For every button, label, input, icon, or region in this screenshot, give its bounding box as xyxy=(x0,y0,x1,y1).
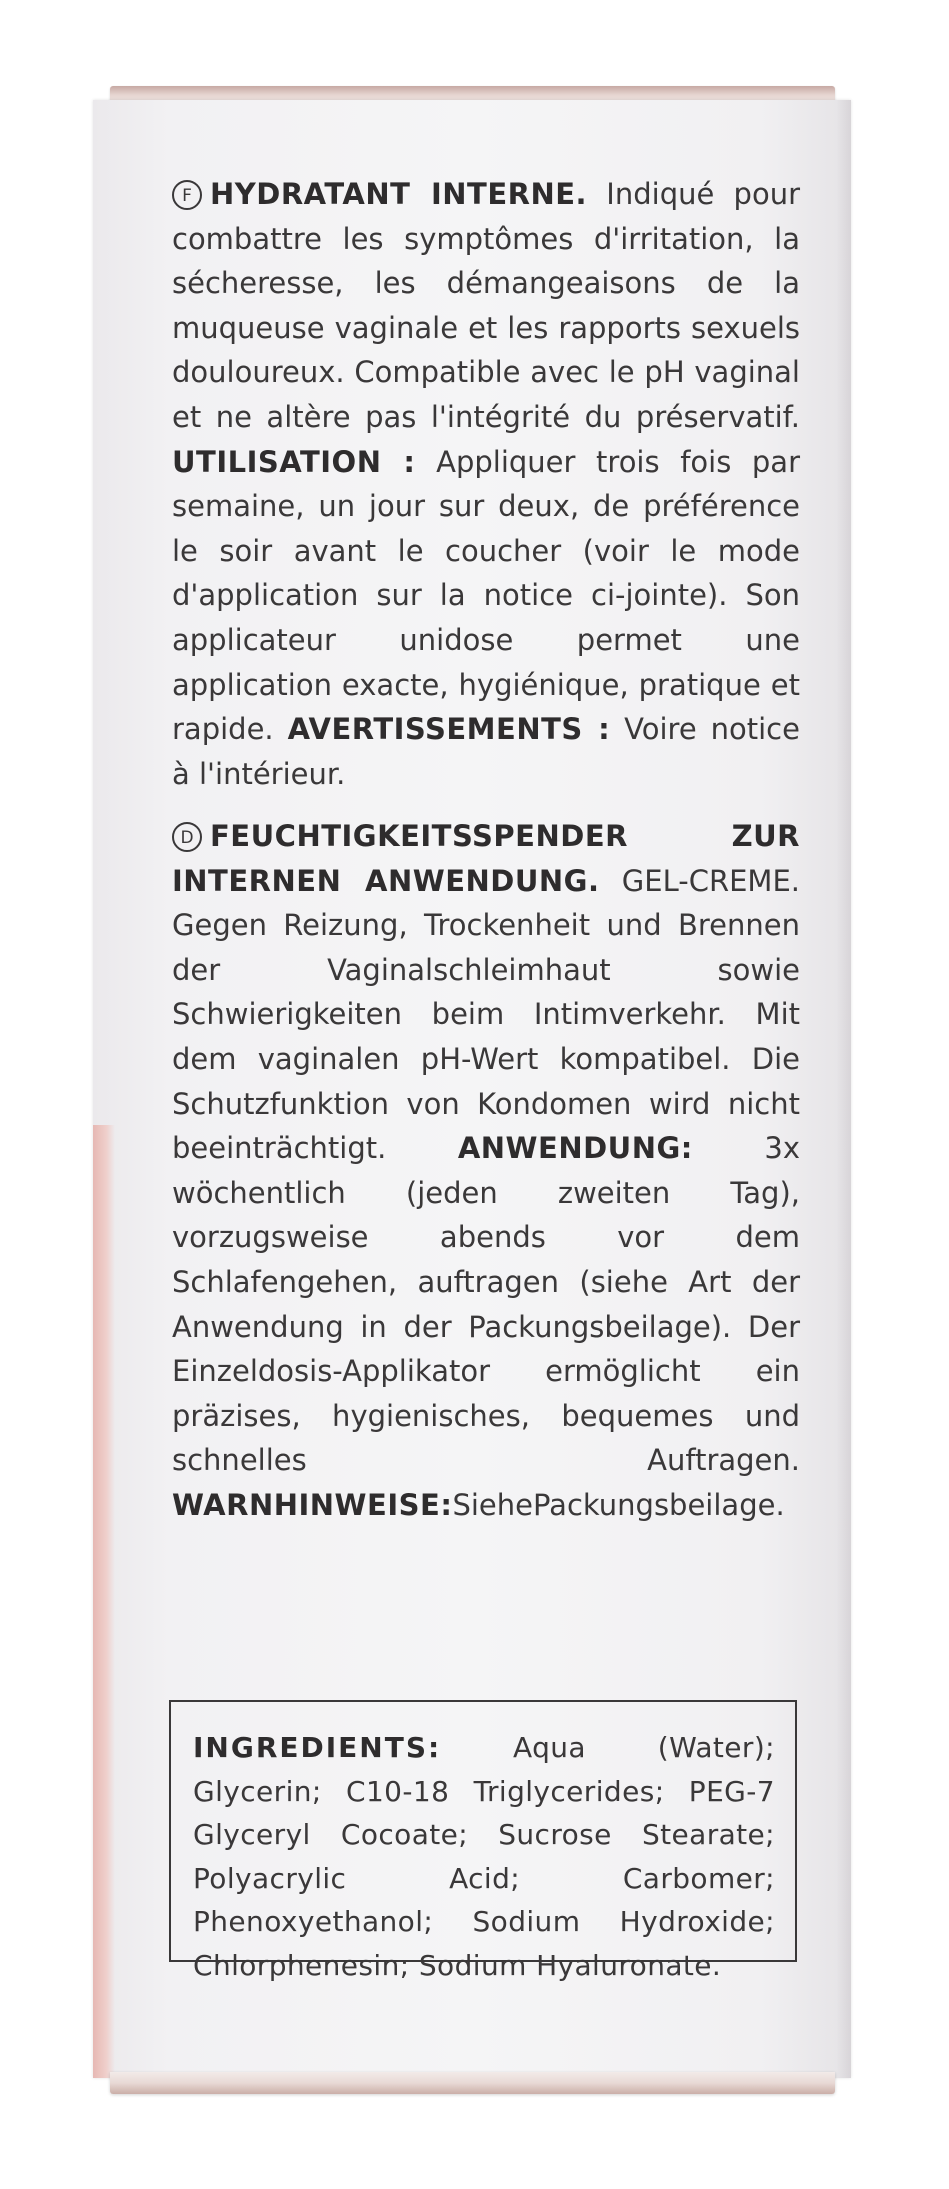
language-badge-french: F xyxy=(172,180,202,210)
ingredients-text xyxy=(193,1726,775,1988)
ingredients-heading: INGREDIENTS: xyxy=(193,1731,442,1764)
german-heading: FEUCHTIGKEITSSPENDER ZUR INTERNEN ANWENDUNG. xyxy=(172,819,800,898)
german-usage-heading: ANWENDUNG: xyxy=(457,1131,693,1166)
ingredients-box xyxy=(169,1700,797,1982)
german-text-block xyxy=(172,814,800,1528)
ingredients-list: Aqua (Water); Glycerin; C10-18 Triglycerides; PEG-7 Glyceryl Cocoate; Sucrose Stearate; Polyacrylic Acid; Carbomer; Phenoxyethanol; Sodium Hydroxide; Chlorphenesin; Sodium Hyaluronate. xyxy=(193,1731,775,1982)
french-warning: Voire notice à l'intérieur. xyxy=(172,712,800,791)
german-warning-heading: WARNHINWEISE: xyxy=(172,1487,453,1522)
box-bottom-flap xyxy=(110,2072,835,2094)
french-usage-heading: UTILISATION : xyxy=(172,444,416,479)
language-badge-german: D xyxy=(172,822,202,852)
pink-edge-stripe xyxy=(93,1125,115,2078)
french-text-block xyxy=(172,172,800,796)
german-intro: GEL-CREME. Gegen Reizung, Trockenheit und Brennen der Vaginalschleimhaut sowie Schwierigkeiten beim Intimverkehr. Mit dem vaginalen pH-Wert kompatibel. Die Schutzfunktion von Kondomen wird nicht beeinträchtigt. xyxy=(172,863,800,1166)
french-warning-heading: AVERTISSEMENTS : xyxy=(287,712,611,747)
box-edge-shadow xyxy=(836,100,851,2078)
french-usage: Appliquer trois fois par semaine, un jour sur deux, de préférence le soir avant le coucher (voir le mode d'application sur la notice ci-jointe). Son applicateur unidose permet une application exacte, hygiénique, pratique et rapide. xyxy=(172,444,800,747)
german-usage: 3x wöchentlich (jeden zweiten Tag), vorzugsweise abends vor dem Schlafengehen, auftragen (siehe Art der Anwendung in der Packungsbeilage). Der Einzeldosis-Applikator ermöglicht ein präzises, hygienisches, bequemes und schnelles Auftragen. xyxy=(172,1131,800,1478)
french-heading: HYDRATANT INTERNE. xyxy=(210,177,588,211)
french-intro: Indiqué pour combattre les symptômes d'irritation, la sécheresse, les démangeaisons de la muqueuse vaginale et les rapports sexuels douloureux. Compatible avec le pH vaginal et ne altère pas l'intégrité du préservatif. xyxy=(172,177,800,434)
german-warning: SiehePackungsbeilage. xyxy=(452,1487,785,1522)
